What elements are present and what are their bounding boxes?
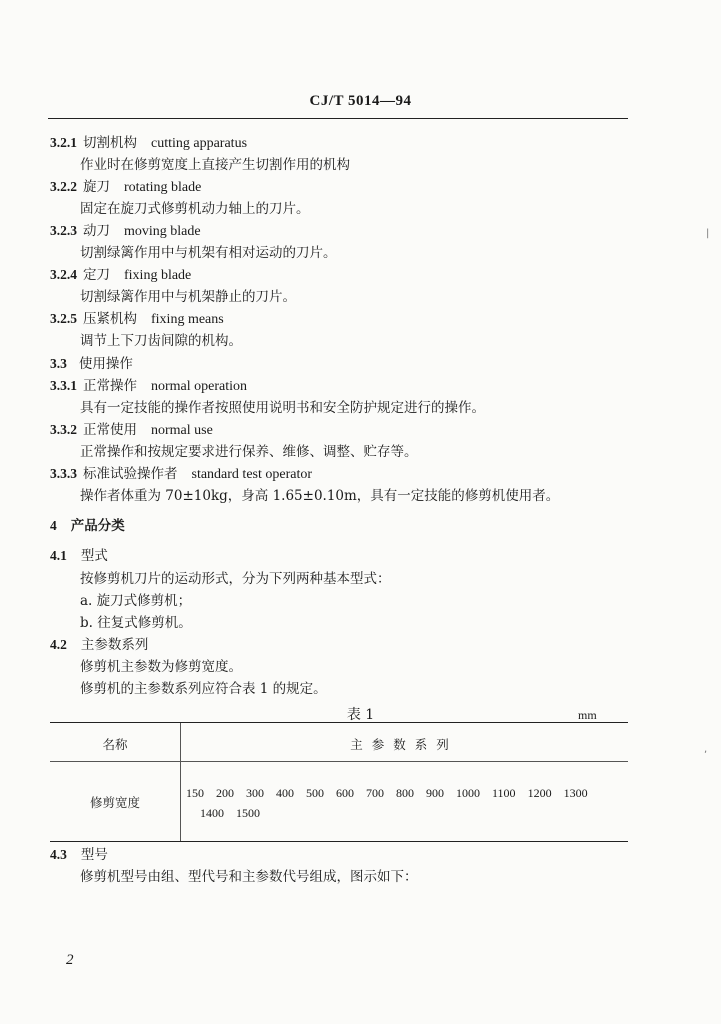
value-cell: 300 (246, 786, 264, 800)
clause-number: 4.2 (50, 637, 67, 652)
section-title: 型号 (80, 847, 108, 863)
value-cell: 400 (276, 786, 294, 800)
chapter-4 (50, 517, 125, 535)
value-cell: 150 (186, 786, 204, 800)
term-zh: 动刀 (83, 223, 110, 239)
list-item: b. 往复式修剪机。 (80, 615, 192, 631)
clause-desc: 固定在旋刀式修剪机动力轴上的刀片。 (80, 201, 310, 217)
value-cell: 1300 (563, 786, 588, 800)
term-zh: 旋刀 (83, 179, 110, 195)
clause-3-2-3 (50, 222, 201, 241)
chapter-number: 4 (50, 518, 57, 533)
term-en: rotating blade (124, 180, 202, 195)
clause-text: 修剪机的主参数系列应符合表 1 的规定。 (80, 681, 327, 697)
value-cell: 900 (426, 786, 444, 800)
value-cell: 1200 (527, 786, 552, 800)
table-unit: mm (578, 708, 597, 722)
clause-desc: 切割绿篱作用中与机架静止的刀片。 (80, 289, 296, 305)
clause-number: 3.3.2 (50, 422, 77, 437)
list-item: a. 旋刀式修剪机； (80, 593, 192, 609)
section-title: 使用操作 (78, 356, 133, 372)
value-cell: 800 (396, 786, 414, 800)
value-cell: 1100 (492, 786, 516, 800)
clause-number: 3.3.3 (50, 466, 77, 481)
term-zh: 正常使用 (83, 422, 137, 438)
clause-desc: 具有一定技能的操作者按照使用说明书和安全防护规定进行的操作。 (80, 400, 485, 416)
header-rule (48, 118, 628, 119)
value-cell: 500 (306, 786, 324, 800)
term-zh: 正常操作 (83, 378, 137, 394)
term-zh: 压紧机构 (83, 311, 137, 327)
term-en: normal operation (151, 379, 248, 394)
clause-3-2-1 (50, 134, 247, 153)
value-cell: 700 (366, 786, 384, 800)
value-cell: 1500 (236, 806, 260, 820)
section-title: 主参数系列 (80, 637, 149, 653)
clause-desc: 正常操作和按规定要求进行保养、维修、调整、贮存等。 (80, 444, 418, 460)
clause-4-1 (50, 547, 108, 565)
clause-3-2-4 (50, 266, 191, 285)
term-en: standard test operator (191, 467, 313, 482)
clause-number: 4.1 (50, 548, 67, 563)
clause-3-3-1 (50, 377, 247, 396)
term-en: fixing means (151, 312, 224, 327)
term-en: normal use (151, 423, 213, 438)
clause-desc: 操作者体重为 70±10kg，身高 1.65±0.10m，具有一定技能的修剪机使用者。 (80, 488, 560, 504)
clause-text: 修剪机型号由组、型代号和主参数代号组成，图示如下： (80, 869, 418, 885)
clause-4-2 (50, 636, 148, 654)
value-cell: 1400 (200, 806, 224, 820)
clause-number: 3.2.2 (50, 179, 77, 194)
clause-text: 按修剪机刀片的运动形式，分为下列两种基本型式： (80, 571, 391, 587)
row-label: 修剪宽度 (89, 795, 140, 810)
clause-3-3-2 (50, 421, 213, 440)
table-caption: 表 1 (346, 707, 375, 723)
header-name: 名称 (102, 737, 128, 752)
value-list (186, 783, 626, 823)
clause-number: 3.3 (50, 356, 67, 371)
term-zh: 切割机构 (83, 135, 137, 151)
clause-3-2-2 (50, 178, 201, 197)
value-cell: 1000 (456, 786, 480, 800)
clause-number: 3.2.1 (50, 135, 77, 150)
clause-text: 修剪机主参数为修剪宽度。 (80, 659, 242, 675)
clause-number: 3.3.1 (50, 378, 77, 393)
parameter-table (50, 722, 628, 842)
standard-code: CJ/T 5014—94 (309, 93, 412, 109)
clause-number: 3.2.3 (50, 223, 77, 238)
term-zh: 定刀 (83, 267, 110, 283)
clause-4-3 (50, 846, 108, 864)
clause-desc: 作业时在修剪宽度上直接产生切割作用的机构 (80, 157, 350, 173)
scan-mark: | (706, 228, 710, 239)
clause-3-2-5 (50, 310, 224, 329)
clause-3-3 (50, 355, 133, 373)
term-en: moving blade (124, 224, 201, 239)
clause-number: 3.2.5 (50, 311, 77, 326)
header-series: 主参数系列 (350, 737, 458, 752)
term-zh: 标准试验操作者 (83, 466, 178, 482)
page-number: 2 (66, 952, 74, 968)
clause-number: 4.3 (50, 847, 67, 862)
term-en: fixing blade (124, 268, 192, 283)
scan-mark: , (704, 744, 708, 755)
value-cell: 600 (336, 786, 354, 800)
clause-desc: 切割绿篱作用中与机架有相对运动的刀片。 (80, 245, 337, 261)
section-title: 型式 (80, 548, 108, 564)
clause-desc: 调节上下刀齿间隙的机构。 (80, 333, 242, 349)
clause-3-3-3 (50, 465, 312, 484)
clause-number: 3.2.4 (50, 267, 77, 282)
term-en: cutting apparatus (151, 136, 248, 151)
value-cell: 200 (216, 786, 234, 800)
chapter-title: 产品分类 (70, 518, 125, 534)
